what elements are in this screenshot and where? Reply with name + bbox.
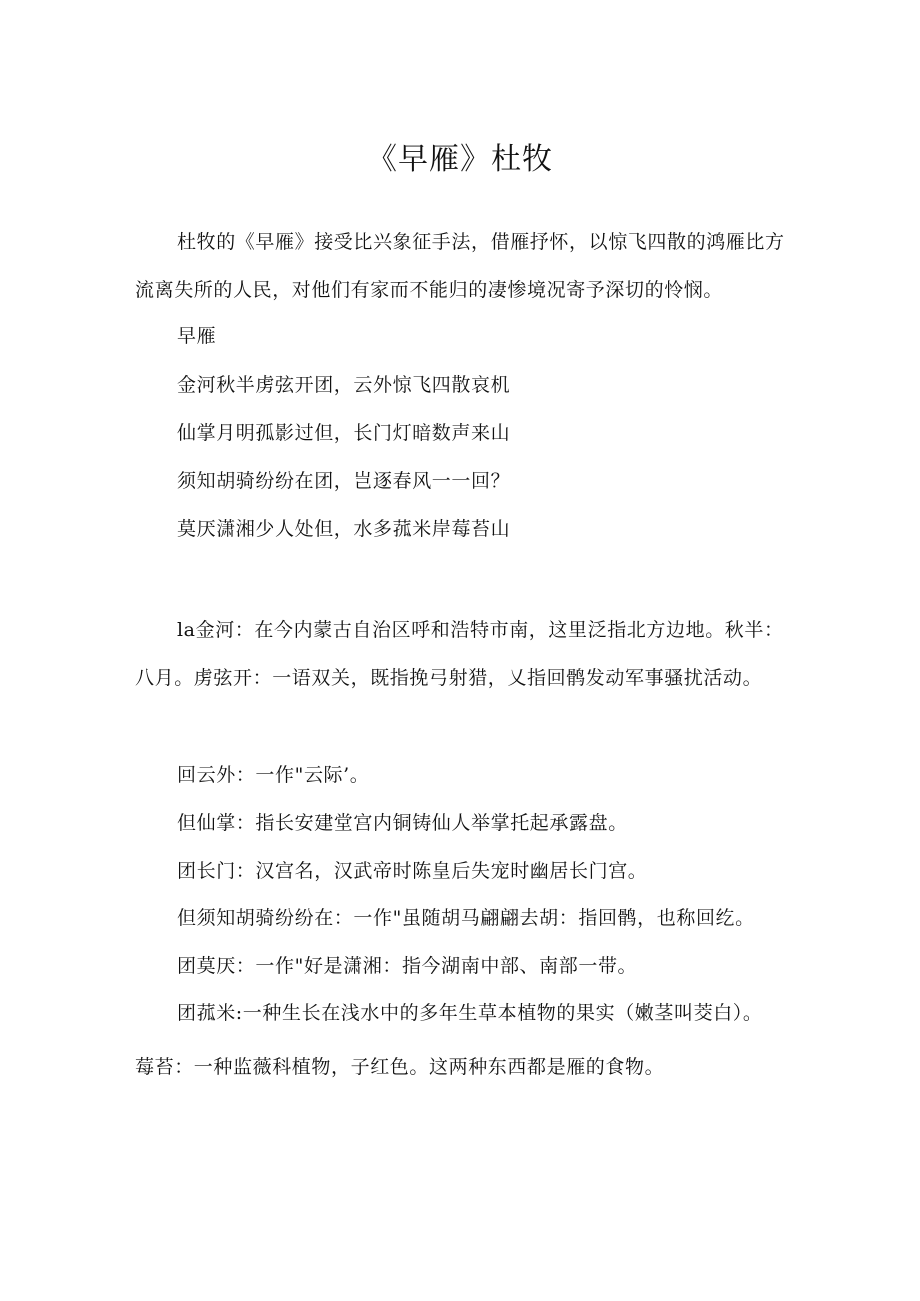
note-item-5: 团莫厌：一作"好是潇湘：指今湖南中部、南部一带。 bbox=[177, 955, 638, 977]
poem-line-2: 仙掌月明孤影过但，长门灯暗数声来山 bbox=[177, 422, 511, 444]
note-item-3: 团长门：汉宫名，汉武帝时陈皇后失宠时幽居长门宫。 bbox=[177, 860, 648, 882]
note-item-6: 团菰米:一种生长在浅水中的多年生草本植物的果实（嫩茎叫茭白）。 bbox=[177, 1002, 763, 1024]
note-paragraph-1: la金河：在今内蒙古自治区呼和浩特市南，这里泛指北方边地。秋半：八月。虏弦开：一语双关，既指挽弓射猎，乂指回鹘发动军事骚扰活动。 bbox=[135, 619, 784, 689]
note-item-1: 回云外：一作"云际’。 bbox=[177, 764, 370, 786]
poem-line-1: 金河秋半虏弦开团，云外惊飞四散哀机 bbox=[177, 374, 511, 396]
note-last: 莓苔：一种监薇科植物，子红色。这两种东西都是雁的食物。 bbox=[135, 1056, 665, 1078]
poem-line-4: 莫厌潇湘少人处但，水多菰米岸莓苔山 bbox=[177, 518, 511, 540]
poem-line-3: 须知胡骑纷纷在团，岂逐春风一一回？ bbox=[177, 470, 511, 492]
note-item-4: 但须知胡骑纷纷在：一作"虽随胡马翩翩去胡：指回鹘，也称回纥。 bbox=[177, 907, 755, 929]
intro-paragraph: 杜牧的《早雁》接受比兴象征手法，借雁抒怀，以惊飞四散的鸿雁比方流离失所的人民，对他们有家而不能归的凄惨境况寄予深切的怜悯。 bbox=[135, 231, 785, 301]
poem-heading: 早雁 bbox=[177, 325, 217, 347]
note-item-2: 但仙掌：指长安建堂宫内铜铸仙人举掌托起承露盘。 bbox=[177, 812, 628, 834]
document-title: 《早雁》杜牧 bbox=[367, 142, 553, 177]
